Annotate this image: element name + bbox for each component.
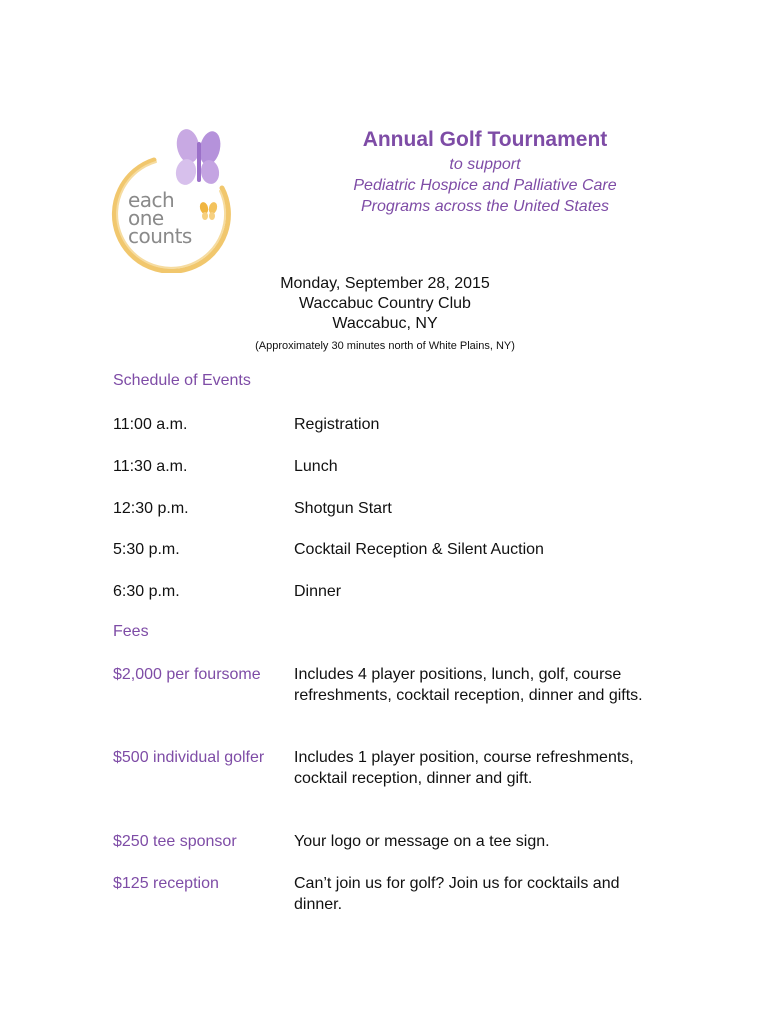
header [300,126,670,217]
fee-price: $2,000 per foursome [113,666,261,683]
schedule-event: Registration [294,416,380,433]
subtitle-line-2: Pediatric Hospice and Palliative Care [353,177,617,194]
fee-price: $500 individual golfer [113,749,265,766]
schedule-heading: Schedule of Events [113,372,251,389]
schedule-event: Shotgun Start [294,500,392,517]
fee-price: $250 tee sponsor [113,833,237,850]
schedule-time: 5:30 p.m. [113,541,180,558]
fee-description: Includes 1 player position, course refreshments, cocktail reception, dinner and gift. [294,749,634,787]
event-location: Waccabuc, NY [332,315,438,332]
logo-text-counts: counts [128,224,192,248]
schedule-time: 12:30 p.m. [113,500,189,517]
event-details [200,274,570,354]
fee-description: Includes 4 player positions, lunch, golf, course refreshments, cocktail reception, dinner and gifts. [294,666,643,704]
event-date: Monday, September 28, 2015 [280,275,490,292]
fee-description: Your logo or message on a tee sign. [294,833,550,850]
schedule-event: Dinner [294,583,342,600]
schedule-event: Cocktail Reception & Silent Auction [294,541,544,558]
schedule-time: 11:30 a.m. [113,458,188,475]
event-note: (Approximately 30 minutes north of White Plains, NY) [255,340,515,352]
fee-price: $125 reception [113,875,219,892]
subtitle-line-1: to support [449,156,521,173]
schedule-event: Lunch [294,458,338,475]
schedule-time: 6:30 p.m. [113,583,180,600]
logo-text-one: one [128,206,164,230]
fees-heading: Fees [113,623,149,640]
schedule-time: 11:00 a.m. [113,416,188,433]
logo-text-each: each [128,188,175,212]
subtitle-line-3: Programs across the United States [360,198,610,215]
each-one-counts-logo [110,128,235,273]
event-venue: Waccabuc Country Club [299,295,471,312]
page-title: Annual Golf Tournament [362,128,608,151]
fee-description: Can’t join us for golf? Join us for cocktails and dinner. [294,875,620,913]
